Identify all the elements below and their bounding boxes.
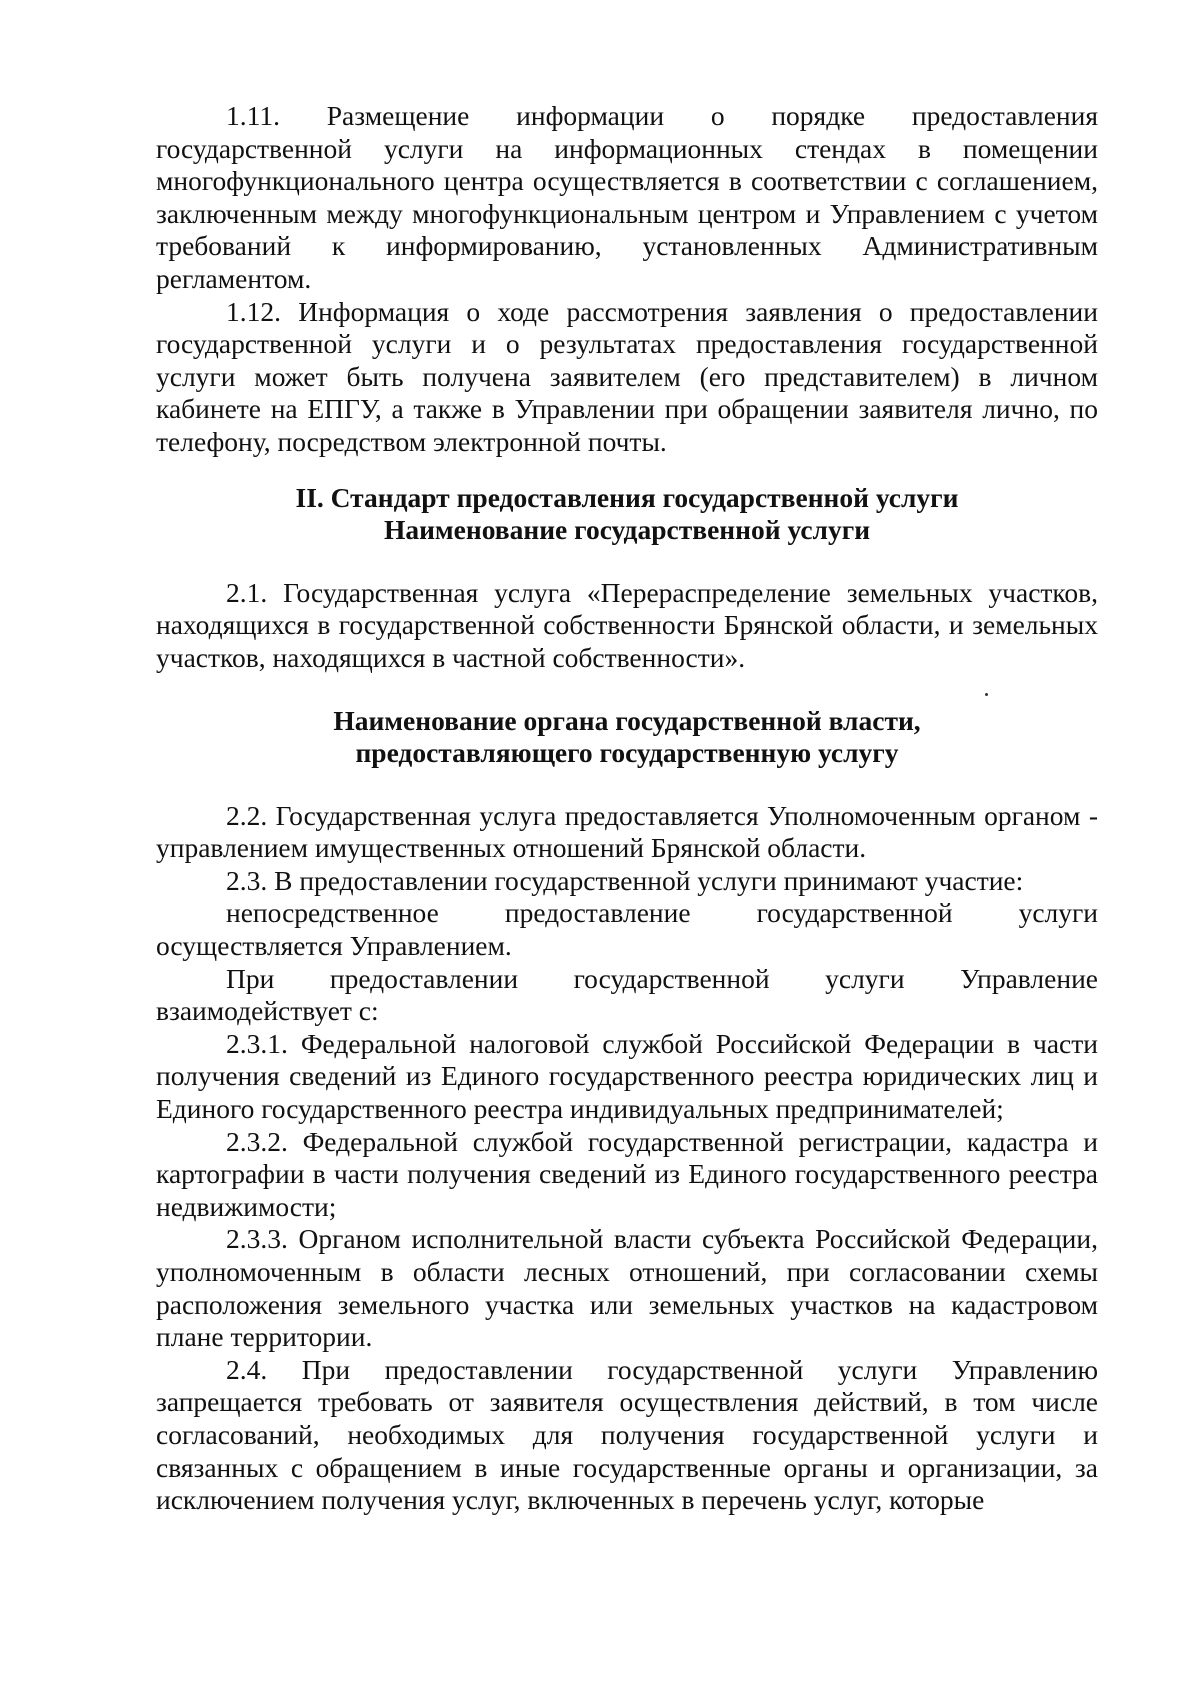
- paragraph-2-4: 2.4. При предоставлении государственной услуги Управлению запрещается требовать от заявителя осуществления действий, в том числе согласований, необходимых для получения государственной услуги и связанных с обращением в иные государственные органы и организации, за исключением получения услуг, включенных в перечень услуг, которые: [156, 1353, 1098, 1516]
- paragraph-2-3: 2.3. В предоставлении государственной услуги принимают участие:: [226, 864, 1024, 896]
- paragraph-2-3-3: 2.3.3. Органом исполнительной власти субъекта Российской Федерации, уполномоченным в области лесных отношений, при согласовании схемы расположения земельного участка или земельных участков на кадастровом плане территории.: [156, 1223, 1098, 1353]
- paragraph-2-3-direct: непосредственное предоставление государственной услуги осуществляется Управлением.: [156, 897, 1098, 962]
- paragraph-2-2: 2.2. Государственная услуга предоставляется Уполномоченным органом - управлением имущественных отношений Брянской области.: [156, 799, 1098, 864]
- paragraph-2-3-2: 2.3.2. Федеральной службой государственной регистрации, кадастра и картографии в части получения сведений из Единого государственного реестра недвижимости;: [156, 1125, 1098, 1222]
- spacer: [156, 459, 1098, 482]
- section-heading: [156, 482, 1098, 547]
- spacer: [156, 770, 1098, 800]
- subheading: [156, 705, 1098, 770]
- section-heading-line-1: II. Стандарт предоставления государственной услуги: [295, 481, 959, 513]
- section-heading-line-2: Наименование государственной услуги: [383, 514, 871, 546]
- paragraph-2-1: 2.1. Государственная услуга «Перераспределение земельных участков, находящихся в государственной собственности Брянской области, и земельных участков, находящихся в частной собственности».: [156, 576, 1098, 673]
- spacer: [156, 547, 1098, 577]
- scan-speck: [985, 693, 988, 696]
- paragraph-1-11: 1.11. Размещение информации о порядке предоставления государственной услуги на информационных стендах в помещении многофункционального центра осуществляется в соответствии с соглашением, заключенным между многофункциональным центром и Управлением с учетом требований к информированию, установленных Административным регламентом.: [156, 100, 1098, 294]
- paragraph-2-3-interaction: При предоставлении государственной услуги Управление взаимодействует с:: [156, 962, 1098, 1027]
- subheading-line-1: Наименование органа государственной власти,: [333, 704, 921, 736]
- document-page: [156, 100, 1098, 1517]
- subheading-line-2: предоставляющего государственную услугу: [355, 737, 899, 769]
- paragraph-2-3-1: 2.3.1. Федеральной налоговой службой Российской Федерации в части получения сведений из Единого государственного реестра юридических лиц и Единого государственного реестра индивидуальных предпринимателей;: [156, 1027, 1098, 1125]
- spacer: [156, 675, 1098, 705]
- paragraph-1-12: 1.12. Информация о ходе рассмотрения заявления о предоставлении государственной услуги и о результатах предоставления государственной услуги может быть получена заявителем (его представителем) в личном кабинете на ЕПГУ, а также в Управлении при обращении заявителя лично, по телефону, посредством электронной почты.: [156, 295, 1098, 457]
